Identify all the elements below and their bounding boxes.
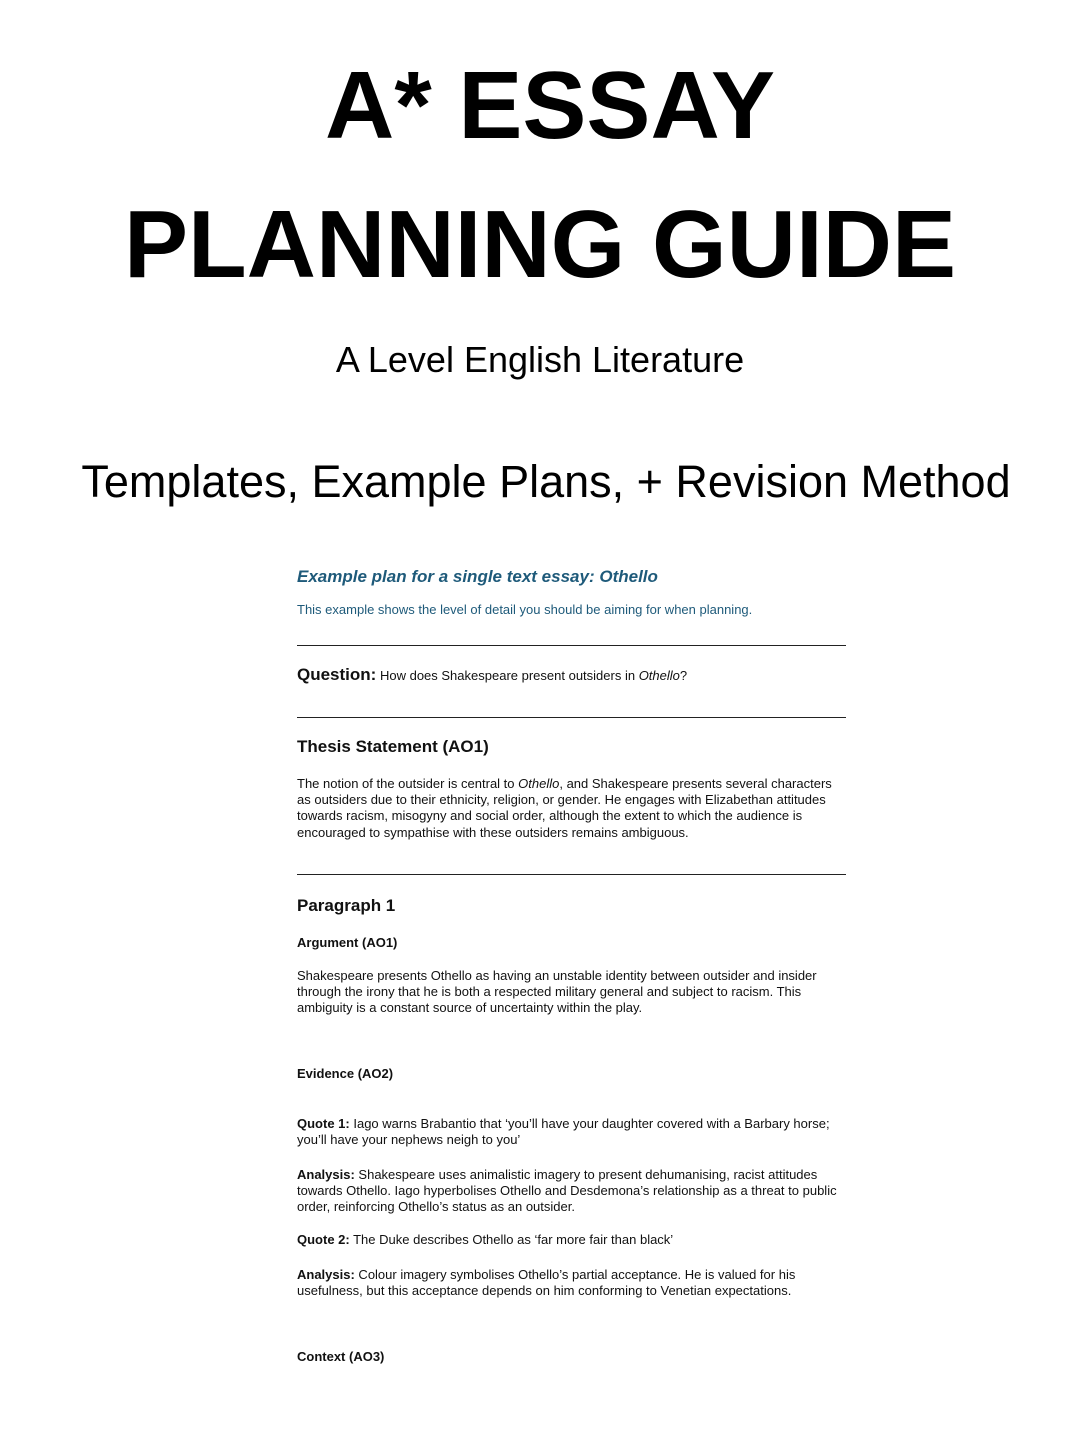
plan-heading: Example plan for a single text essay: Othello	[297, 567, 658, 586]
argument-text: Shakespeare presents Othello as having an unstable identity between outsider and insider through the irony that he is both a respected military general and subject to racism. This ambiguity is a constant source of uncertainty within the play.	[297, 968, 817, 1016]
divider	[297, 874, 846, 875]
divider	[297, 717, 846, 718]
paragraph-1-heading: Paragraph 1	[297, 896, 396, 915]
title-line-1: A* ESSAY	[325, 52, 775, 159]
plan-description: This example shows the level of detail you should be aiming for when planning.	[297, 602, 753, 617]
thesis-text: The notion of the outsider is central to Othello, and Shakespeare presents several characters as outsiders due to their ethnicity, religion, or gender. He engages with Elizabethan attitudes towards racism, misogyny and social order, although the extent to which the audience is encouraged to sympathise with these outsiders remains ambiguous.	[297, 776, 832, 840]
argument-heading: Argument (AO1)	[297, 935, 398, 950]
thesis-heading: Thesis Statement (AO1)	[297, 737, 489, 756]
quote-1: Quote 1: Iago warns Brabantio that ‘you’ll have your daughter covered with a Barbary horse; you’ll have your nephews neigh to you’	[297, 1116, 830, 1148]
evidence-heading: Evidence (AO2)	[297, 1066, 394, 1081]
question-text: How does Shakespeare present outsiders in Othello?	[379, 668, 688, 683]
context-heading: Context (AO3)	[297, 1349, 385, 1364]
question-label: Question:	[297, 665, 377, 684]
divider	[297, 645, 846, 646]
quote-2: Quote 2: The Duke describes Othello as ‘far more fair than black’	[297, 1232, 674, 1247]
tagline: Templates, Example Plans, + Revision Method	[81, 456, 1011, 507]
analysis-2: Analysis: Colour imagery symbolises Othello’s partial acceptance. He is valued for his usefulness, but this acceptance depends on him conforming to Venetian expectations.	[297, 1267, 796, 1299]
analysis-1: Analysis: Shakespeare uses animalistic imagery to present dehumanising, racist attitudes towards Othello. Iago hyperbolises Othello and Desdemona’s relationship as a threat to public order, reinforcing Othello’s status as an outsider.	[297, 1167, 837, 1215]
title-line-2: PLANNING GUIDE	[123, 191, 957, 298]
subtitle: A Level English Literature	[335, 339, 745, 380]
question-line	[297, 667, 857, 685]
